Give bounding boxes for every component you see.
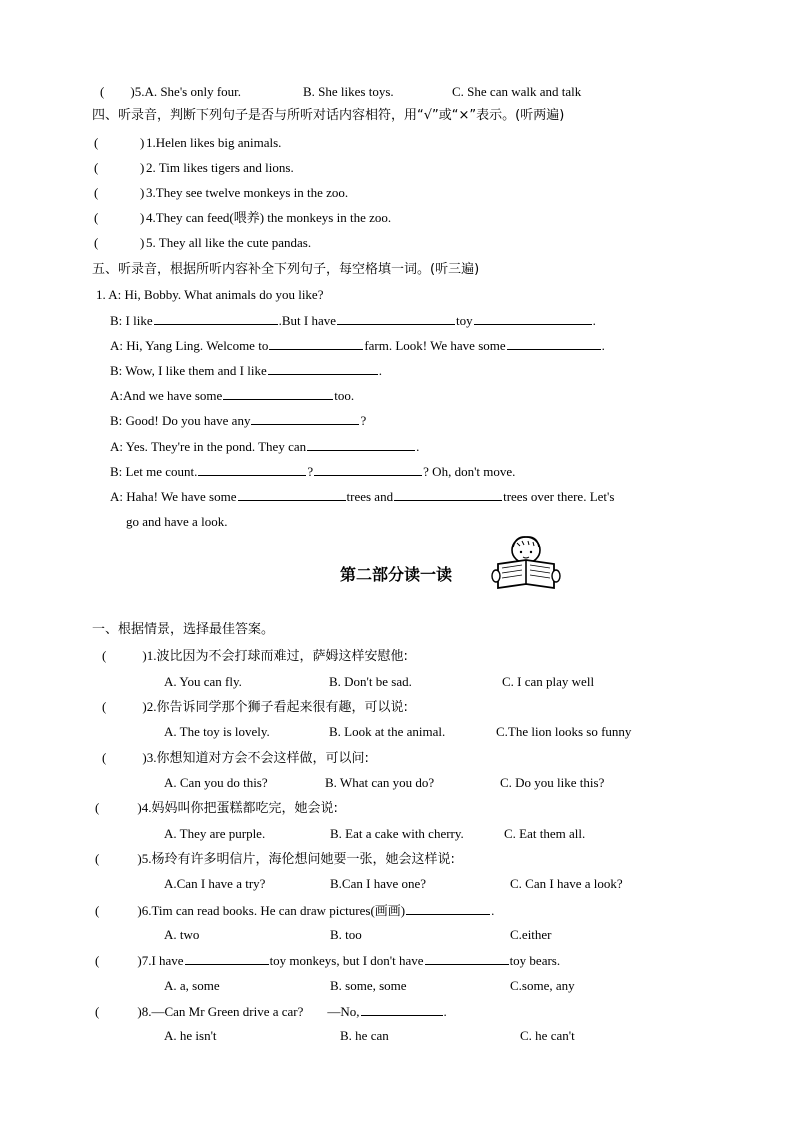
answer-paren[interactable]: (: [94, 135, 99, 150]
option-c[interactable]: C. Do you like this?: [500, 775, 605, 790]
dialogue-line-5: A:And we have some too.: [110, 388, 355, 403]
answer-paren[interactable]: (: [94, 210, 99, 225]
mc-question-1: ( )1.波比因为不会打球而难过，萨姆这样安慰他:: [102, 648, 408, 664]
fill-blank[interactable]: [223, 387, 333, 400]
mc-question-4: ( )4.妈妈叫你把蛋糕都吃完，她会说:: [95, 800, 338, 816]
option-b[interactable]: B. too: [330, 927, 362, 942]
answer-paren[interactable]: (: [95, 851, 100, 866]
statement-3: 3.They see twelve monkeys in the zoo.: [146, 185, 349, 200]
option-c[interactable]: C.either: [510, 927, 552, 942]
dialogue-line-2: B: I like .But I have toy .: [110, 313, 596, 328]
option-c[interactable]: C.some, any: [510, 978, 575, 993]
option-b[interactable]: B. Eat a cake with cherry.: [330, 826, 464, 841]
fill-blank[interactable]: [361, 1003, 443, 1016]
option-c[interactable]: C. he can't: [520, 1028, 575, 1043]
fill-blank[interactable]: [251, 412, 359, 425]
answer-paren[interactable]: (: [95, 1004, 100, 1019]
answer-paren[interactable]: (: [95, 903, 100, 918]
fill-blank[interactable]: [154, 312, 278, 325]
option-c[interactable]: C. Can I have a look?: [510, 876, 623, 891]
option-b[interactable]: B. some, some: [330, 978, 407, 993]
fill-blank[interactable]: [268, 362, 378, 375]
option-b[interactable]: B. Look at the animal.: [329, 724, 446, 739]
mc-question-2: ( )2.你告诉同学那个狮子看起来很有趣，可以说:: [102, 699, 408, 715]
mc-question-6: ( )6.Tim can read books. He can draw pictures(画画) .: [95, 903, 495, 918]
fill-blank[interactable]: [474, 312, 592, 325]
option-a[interactable]: A. You can fly.: [164, 674, 242, 689]
mc-question-5: ( )5.杨玲有许多明信片，海伦想问她要一张，她会这样说:: [95, 851, 455, 867]
mc-question-7: ( )7.I have toy monkeys, but I don't have toy bears.: [95, 953, 561, 968]
part-2-title: 第二部分读一读: [340, 565, 453, 584]
answer-paren[interactable]: (: [102, 699, 107, 714]
section-4-heading: 四、听录音，判断下列句子是否与所听对话内容相符，用“√”或“×”表示。(听两遍): [92, 108, 565, 123]
answer-paren[interactable]: (: [102, 750, 107, 765]
dialogue-line-1: 1. A: Hi, Bobby. What animals do you like?: [96, 287, 324, 302]
answer-paren[interactable]: (: [94, 160, 99, 175]
option-c[interactable]: C.The lion looks so funny: [496, 724, 632, 739]
option-b[interactable]: B. What can you do?: [325, 775, 435, 790]
fill-blank[interactable]: [337, 312, 455, 325]
dialogue-line-7: A: Yes. They're in the pond. They can .: [110, 439, 420, 454]
part-2-section-1-heading: 一、根据情景，选择最佳答案。: [92, 622, 275, 637]
option-a[interactable]: A. The toy is lovely.: [164, 724, 270, 739]
fill-blank[interactable]: [425, 952, 509, 965]
dialogue-line-6: B: Good! Do you have any ?: [110, 413, 367, 428]
dialogue-line-8: B: Let me count. ? ? Oh, don't move.: [110, 464, 516, 479]
fill-blank[interactable]: [269, 337, 363, 350]
statement-5: 5. They all like the cute pandas.: [146, 235, 312, 250]
option-a[interactable]: A. a, some: [164, 978, 220, 993]
mc-question-8: ( )8.—Can Mr Green drive a car? —No, .: [95, 1004, 447, 1019]
option-a: A. She's only four.: [144, 84, 242, 99]
fill-blank[interactable]: [238, 488, 346, 501]
option-c[interactable]: C. I can play well: [502, 674, 595, 689]
answer-paren[interactable]: (: [102, 648, 107, 663]
fill-blank[interactable]: [185, 952, 269, 965]
answer-paren[interactable]: (: [95, 800, 100, 815]
fill-blank[interactable]: [406, 902, 490, 915]
dialogue-line-10: go and have a look.: [126, 514, 228, 529]
option-b[interactable]: B. Don't be sad.: [329, 674, 412, 689]
fill-blank[interactable]: [314, 463, 422, 476]
answer-paren[interactable]: (: [94, 185, 99, 200]
reading-child-icon: [488, 534, 564, 592]
option-b[interactable]: B. he can: [340, 1028, 389, 1043]
answer-paren[interactable]: (: [95, 953, 100, 968]
section-5-heading: 五、听录音，根据所听内容补全下列句子，每空格填一词。(听三遍): [92, 262, 480, 277]
option-a[interactable]: A. two: [164, 927, 200, 942]
dialogue-line-3: A: Hi, Yang Ling. Welcome to farm. Look! We have some .: [110, 338, 605, 353]
fill-blank[interactable]: [198, 463, 306, 476]
dialogue-line-4: B: Wow, I like them and I like .: [110, 363, 382, 378]
option-c: C. She can walk and talk: [452, 84, 582, 99]
option-a[interactable]: A.Can I have a try?: [164, 876, 266, 891]
option-a[interactable]: A. They are purple.: [164, 826, 266, 841]
dialogue-line-9: A: Haha! We have some trees and trees over there. Let's: [110, 489, 615, 504]
fill-blank[interactable]: [394, 488, 502, 501]
answer-paren[interactable]: (: [94, 235, 99, 250]
option-a[interactable]: A. Can you do this?: [164, 775, 268, 790]
mc-question-3: ( )3.你想知道对方会不会这样做，可以问:: [102, 750, 369, 766]
option-b: B. She likes toys.: [303, 84, 394, 99]
option-b[interactable]: B.Can I have one?: [330, 876, 427, 891]
option-c[interactable]: C. Eat them all.: [504, 826, 586, 841]
statement-1: 1.Helen likes big animals.: [146, 135, 282, 150]
fill-blank[interactable]: [307, 438, 415, 451]
question-5-row: ( )5.A. She's only four.: [100, 84, 242, 99]
fill-blank[interactable]: [507, 337, 601, 350]
option-a[interactable]: A. he isn't: [164, 1028, 217, 1043]
statement-4: 4.They can feed(喂养) the monkeys in the zoo.: [146, 210, 392, 225]
statement-2: 2. Tim likes tigers and lions.: [146, 160, 294, 175]
